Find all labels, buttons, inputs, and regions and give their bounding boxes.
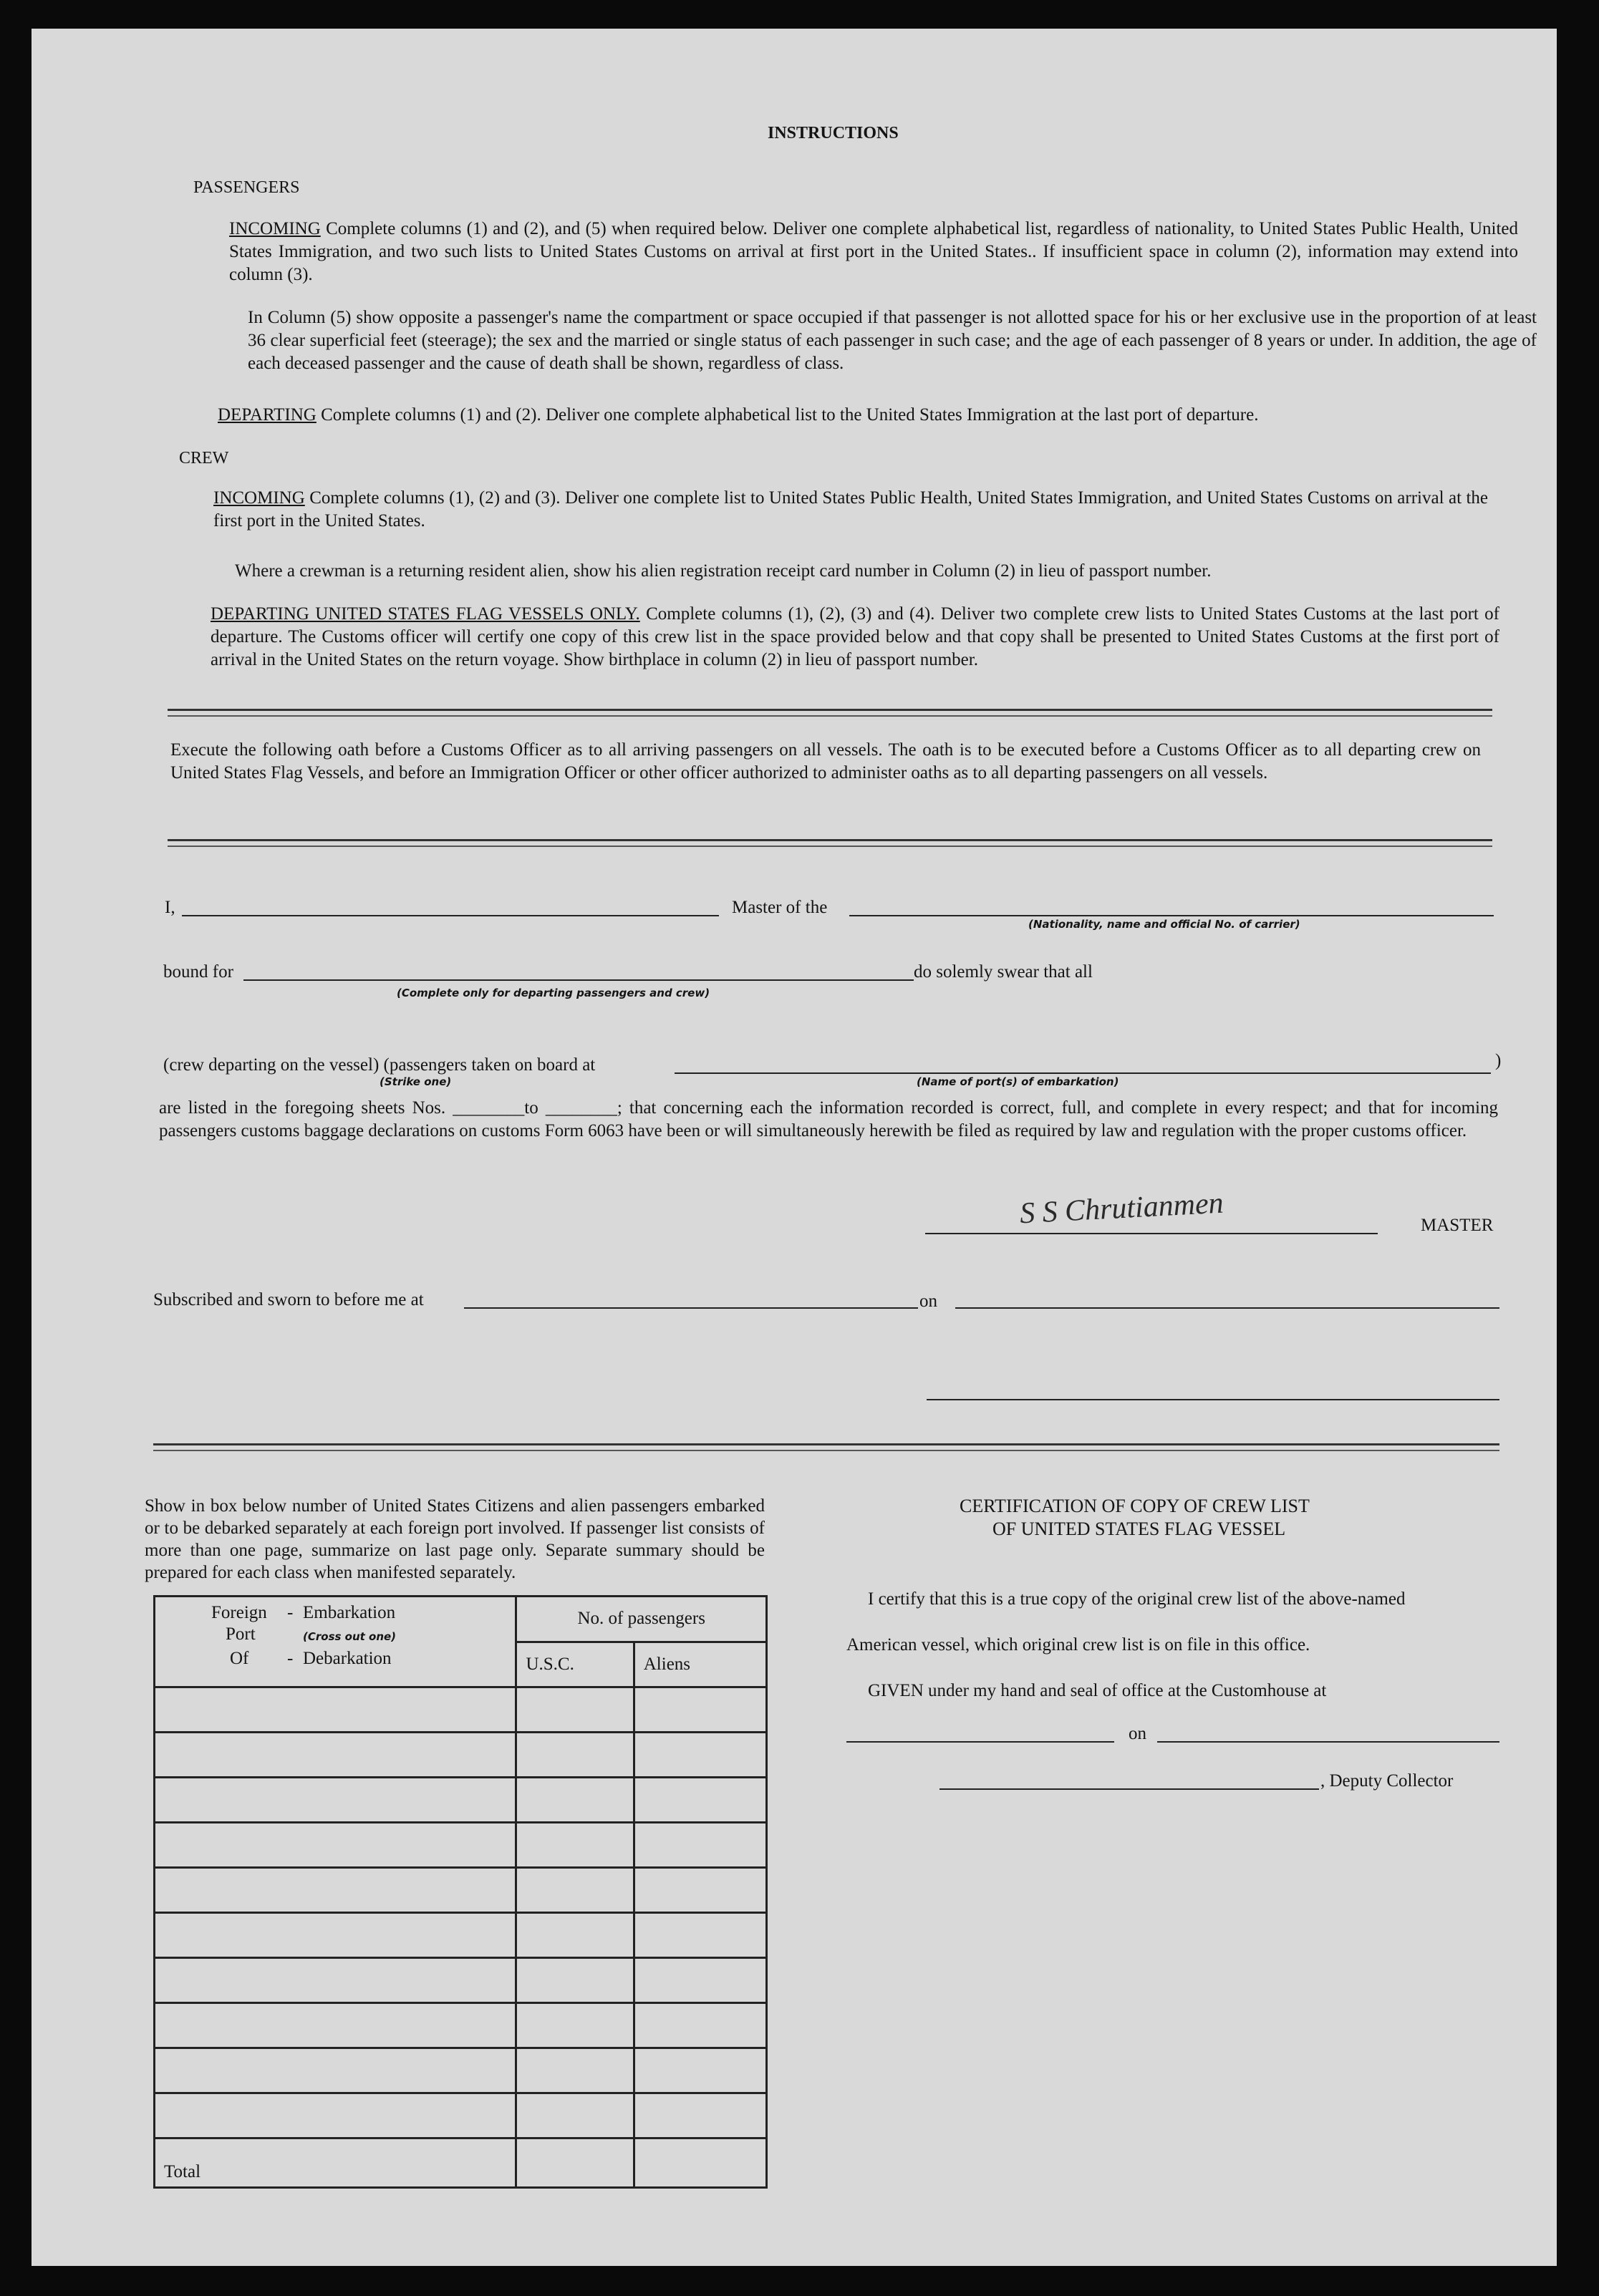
- bound-for-label: bound for: [163, 962, 233, 982]
- port-cell[interactable]: [155, 1823, 516, 1868]
- usc-cell[interactable]: [516, 1687, 634, 1733]
- port-cell[interactable]: [155, 1687, 516, 1733]
- usc-header: U.S.C.: [516, 1642, 634, 1687]
- passengers-departing-text: Complete columns (1) and (2). Deliver one complete alphabetical list to the United States Immigration at the last port of departure.: [321, 405, 1259, 425]
- bound-for-field[interactable]: [243, 979, 914, 981]
- of-label: Of: [230, 1649, 249, 1668]
- customhouse-field[interactable]: [846, 1741, 1114, 1743]
- usc-cell[interactable]: [516, 1868, 634, 1913]
- usc-cell[interactable]: [516, 1733, 634, 1778]
- form-page: [32, 29, 1557, 2266]
- port-cell[interactable]: [155, 2003, 516, 2048]
- divider-rule: [153, 1443, 1499, 1451]
- aliens-cell[interactable]: [634, 2003, 766, 2048]
- table-row: [155, 1733, 767, 1778]
- crew-resident-paragraph: Where a crewman is a returning resident alien, show his alien registration receipt card number in Column (2) in lieu of passport number.: [235, 561, 1212, 581]
- crew-departing-text: Complete columns (1), (2), (3) and (4). Deliver two complete crew lists to United States Customs at the last port of departure. The Customs officer will certify one copy of this crew list in the space provided below and that copy shall be presented to United States Customs at the first port of arrival in the United States on the return voyage. Show birthplace in column (2) in lieu of passport number.: [211, 604, 1500, 669]
- instructions-title: INSTRUCTIONS: [768, 124, 899, 142]
- table-row: [155, 2048, 767, 2093]
- passengers-departing-label: DEPARTING: [218, 405, 317, 425]
- certification-title-line2: OF UNITED STATES FLAG VESSEL: [992, 1518, 1286, 1539]
- complete-note: (Complete only for departing passengers and crew): [397, 987, 710, 999]
- aliens-cell[interactable]: [634, 1687, 766, 1733]
- port-label: Port: [226, 1624, 256, 1644]
- listed-paragraph: are listed in the foregoing sheets Nos. ________to ________; that concerning each the information recorded is correct, full, and complete in every respect; and that for incoming passengers customs baggage declarations on customs Form 6063 have been or will simultaneously herewith be filed as required by law and regulation with the proper customs officer.: [159, 1098, 1498, 1140]
- divider-rule: [168, 709, 1492, 717]
- table-row: [155, 2093, 767, 2138]
- aliens-cell[interactable]: [634, 1958, 766, 2003]
- port-cell[interactable]: [155, 2093, 516, 2138]
- crew-departing-label: DEPARTING UNITED STATES FLAG VESSELS ONLY.: [211, 604, 640, 624]
- oath-i-label: I,: [165, 898, 175, 917]
- debarkation-label: Debarkation: [303, 1649, 392, 1668]
- crew-incoming-paragraph: [213, 487, 1488, 533]
- on-label: on: [919, 1292, 937, 1311]
- aliens-total-cell[interactable]: [634, 2138, 766, 2188]
- aliens-cell[interactable]: [634, 1868, 766, 1913]
- crew-heading: CREW: [179, 449, 229, 468]
- port-header-cell: [155, 1597, 516, 1687]
- certification-title-line1: CERTIFICATION OF COPY OF CREW LIST: [960, 1496, 1310, 1516]
- certify-text: I certify that this is a true copy of the original crew list of the above-named: [868, 1589, 1406, 1609]
- usc-cell[interactable]: [516, 2048, 634, 2093]
- table-row: [155, 1868, 767, 1913]
- aliens-header: Aliens: [634, 1642, 766, 1687]
- cert-date-field[interactable]: [1157, 1741, 1499, 1743]
- table-row: [155, 2003, 767, 2048]
- aliens-cell[interactable]: [634, 1913, 766, 1958]
- master-of-the-label: Master of the: [732, 898, 828, 917]
- usc-cell[interactable]: [516, 1778, 634, 1823]
- officer-signature-field[interactable]: [927, 1399, 1499, 1400]
- swear-label: do solemly swear that all: [914, 962, 1093, 982]
- passenger-summary-table: [153, 1595, 768, 2189]
- column5-paragraph: In Column (5) show opposite a passenger's name the compartment or space occupied if that passenger is not allotted space for his or her exclusive use in the proportion of at least 36 clear superficial feet (steerage); the sex and the married or single status of each passenger in such case; and the age of each passenger of 8 years or under. In addition, the age of each deceased passenger and the cause of death shall be shown, regardless of class.: [248, 308, 1537, 373]
- given-text: GIVEN under my hand and seal of office at the Customhouse at: [868, 1681, 1327, 1700]
- passengers-heading: PASSENGERS: [193, 178, 300, 197]
- sworn-place-field[interactable]: [464, 1307, 918, 1309]
- master-signature-field[interactable]: [925, 1233, 1378, 1234]
- deputy-collector-label: , Deputy Collector: [1320, 1771, 1454, 1791]
- crew-departing-paragraph: [211, 603, 1499, 672]
- deputy-signature-field[interactable]: [939, 1788, 1319, 1790]
- port-cell[interactable]: [155, 1733, 516, 1778]
- foreign-label: Foreign: [211, 1603, 267, 1622]
- crew-incoming-text: Complete columns (1), (2) and (3). Deliver one complete list to United States Public Health, United States Immigration, and United States Customs on arrival at the first port in the United States.: [213, 488, 1489, 531]
- usc-cell[interactable]: [516, 1823, 634, 1868]
- aliens-cell[interactable]: [634, 1733, 766, 1778]
- crew-passengers-label: (crew departing on the vessel) (passengers taken on board at: [163, 1055, 596, 1075]
- divider-rule: [168, 839, 1492, 847]
- aliens-cell[interactable]: [634, 2093, 766, 2138]
- table-row: [155, 1958, 767, 2003]
- port-cell[interactable]: [155, 1778, 516, 1823]
- carrier-field[interactable]: [849, 915, 1494, 916]
- aliens-cell[interactable]: [634, 1778, 766, 1823]
- passengers-incoming-paragraph: [229, 218, 1518, 286]
- subscribed-label: Subscribed and sworn to before me at: [153, 1290, 424, 1309]
- usc-total-cell[interactable]: [516, 2138, 634, 2188]
- port-cell[interactable]: [155, 1958, 516, 2003]
- dash-label: -: [287, 1603, 294, 1622]
- embarkation-label: Embarkation: [303, 1603, 396, 1622]
- total-row: [155, 2138, 767, 2188]
- aliens-cell[interactable]: [634, 1823, 766, 1868]
- port-cell[interactable]: [155, 1913, 516, 1958]
- passengers-incoming-text: Complete columns (1) and (2), and (5) when required below. Deliver one complete alphabetical list, regardless of nationality, to United States Public Health, United States Immigration, and two such lists to United States Customs on arrival at first port in the United States.. If insufficient space in column (2), information may extend into column (3).: [229, 219, 1518, 284]
- dash-label: -: [287, 1649, 294, 1668]
- usc-cell[interactable]: [516, 2093, 634, 2138]
- usc-cell[interactable]: [516, 2003, 634, 2048]
- passengers-departing-paragraph: [218, 404, 1507, 427]
- table-row: [155, 1687, 767, 1733]
- master-label: MASTER: [1421, 1216, 1494, 1235]
- american-vessel-text: American vessel, which original crew list is on file in this office.: [846, 1635, 1310, 1655]
- master-name-field[interactable]: [182, 915, 719, 916]
- table-row: [155, 1823, 767, 1868]
- cert-on-label: on: [1129, 1724, 1146, 1743]
- sworn-date-field[interactable]: [955, 1307, 1499, 1309]
- close-paren: ): [1495, 1051, 1502, 1070]
- strike-note: (Strike one): [380, 1075, 452, 1088]
- no-passengers-header: No. of passengers: [516, 1597, 767, 1642]
- nationality-note: (Nationality, name and official No. of carrier): [1028, 918, 1300, 931]
- summary-paragraph: Show in box below number of United States Citizens and alien passengers embarked or to be debarked separately at each foreign port involved. If passenger list consists of more than one page, summarize on last page only. Separate summary should be prepared for each class when manifested separately.: [145, 1496, 765, 1582]
- usc-cell[interactable]: [516, 1958, 634, 2003]
- table-row: [155, 1778, 767, 1823]
- embarkation-port-field[interactable]: [675, 1072, 1491, 1074]
- total-label: Total: [155, 2138, 516, 2188]
- port-note: (Name of port(s) of embarkation): [917, 1075, 1119, 1088]
- crew-incoming-label: INCOMING: [213, 488, 305, 508]
- usc-cell[interactable]: [516, 1913, 634, 1958]
- oath-intro-paragraph: Execute the following oath before a Customs Officer as to all arriving passengers on all vessels. The oath is to be executed before a Customs Officer as to all departing crew on United States Flag Vessels, and before an Immigration Officer or other officer authorized to administer oaths as to all departing passengers on all vessels.: [170, 740, 1481, 783]
- aliens-cell[interactable]: [634, 2048, 766, 2093]
- port-cell[interactable]: [155, 1868, 516, 1913]
- port-cell[interactable]: [155, 2048, 516, 2093]
- table-row: [155, 1913, 767, 1958]
- passengers-incoming-label: INCOMING: [229, 219, 321, 238]
- master-signature: S S Chrutianmen: [1018, 1186, 1224, 1231]
- cross-out-note: (Cross out one): [303, 1630, 397, 1643]
